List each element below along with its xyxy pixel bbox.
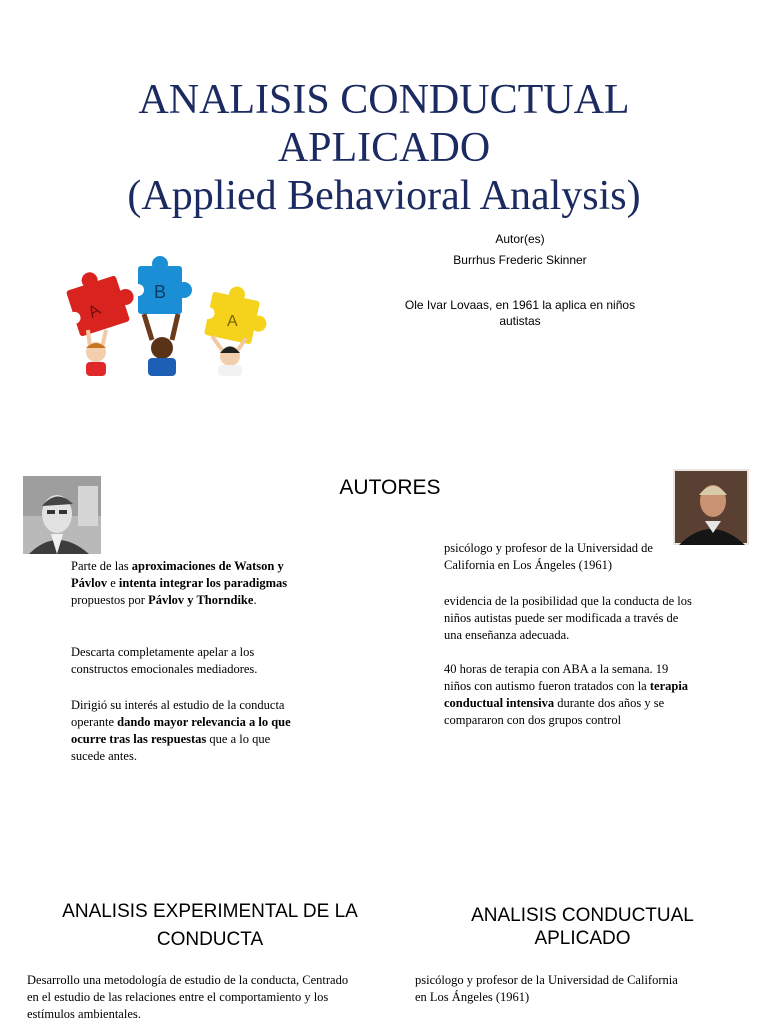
kid-middle (144, 314, 178, 376)
applied-analysis-text: psicólogo y profesor de la Universidad de California en Los Ángeles (1961) (415, 973, 678, 1004)
puzzle-letter-left: A (85, 301, 104, 322)
experimental-analysis-text: Desarrollo una metodología de estudio de la conducta, Centrado en el estudio de las relaciones entre el comportamiento y los estímulos ambientales. (27, 973, 349, 1021)
red-puzzle-piece (62, 261, 141, 338)
main-title-line3: (Applied Behavioral Analysis) (127, 173, 641, 219)
applied-analysis-heading: ANALISIS CONDUCTUAL APLICADO (471, 905, 694, 949)
puzzle-letter-middle: B (154, 282, 167, 302)
skinner-paragraph-2: Descarta completamente apelar a los constructos emocionales mediadores. (71, 645, 258, 676)
autores-heading: AUTORES (339, 476, 441, 499)
main-title-line2: APLICADO (277, 125, 491, 171)
skinner-photo (23, 476, 101, 554)
lovaas-paragraph-3: 40 horas de terapia con ABA a la semana. 19 niños con autismo fueron tratados con la terapia conductual intensiva durante dos años y se compararon con dos grupos control (444, 662, 689, 727)
experimental-analysis-heading: ANALISIS EXPERIMENTAL DE LA CONDUCTA (62, 901, 358, 950)
author-name: Burrhus Frederic Skinner (453, 253, 587, 267)
lovaas-paragraph-2: evidencia de la posibilidad que la conducta de los niños autistas puede ser modificada a través de una enseñanza adecuada. (444, 594, 692, 642)
main-title-line1: ANALISIS CONDUCTUAL (138, 77, 630, 123)
lovaas-paragraph-1: psicólogo y profesor de la Universidad de California en Los Ángeles (1961) (444, 541, 653, 572)
author-note: Ole Ivar Lovaas, en 1961 la aplica en niños autistas (404, 298, 636, 328)
kid-left (86, 330, 106, 376)
lovaas-photo (673, 469, 749, 545)
author-label: Autor(es) (495, 232, 545, 246)
puzzle-letter-right: A (227, 313, 238, 330)
skinner-paragraph-1: Parte de las aproximaciones de Watson y Pávlov e intenta integrar los paradigmas propuestos por Pávlov y Thorndike. (71, 559, 288, 607)
skinner-paragraph-3: Dirigió su interés al estudio de la conducta operante dando mayor relevancia a lo que ocurre tras las respuestas que a lo que sucede antes. (71, 698, 291, 763)
puzzle-kids-illustration (62, 256, 274, 376)
